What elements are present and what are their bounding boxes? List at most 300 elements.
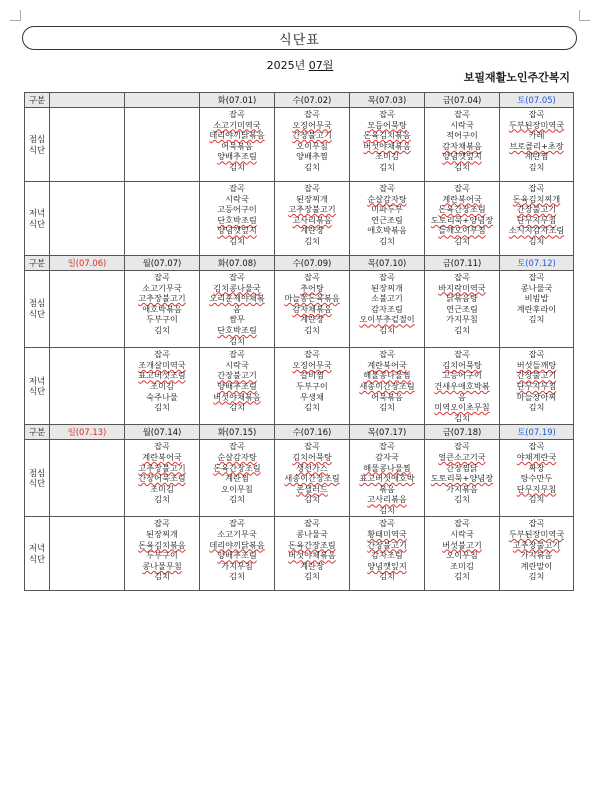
menu-item: 김치 <box>154 571 170 582</box>
menu-item: 계란북어국 <box>442 193 482 204</box>
menu-item: 잡곡 <box>304 518 320 529</box>
page-title <box>22 26 577 50</box>
menu-table <box>24 92 574 591</box>
menu-item: 해물콩나물찜 <box>363 370 411 381</box>
menu-item: 김치 <box>379 235 395 246</box>
row-label-text: 저녁 <box>28 543 46 554</box>
menu-item: 음 <box>233 303 241 314</box>
day-header: 일(07.13) <box>50 425 125 440</box>
menu-item: 어묵볶음 <box>221 140 253 151</box>
day-header <box>50 93 125 108</box>
menu-item: 가지볶음 <box>446 483 478 494</box>
menu-item: 버섯불고기 <box>442 539 482 550</box>
menu-cell <box>500 348 574 425</box>
menu-item: 고추장불고기 <box>138 462 186 473</box>
lunch-label <box>25 108 50 182</box>
menu-cell <box>50 108 125 182</box>
menu-item: 새송이간장조림 <box>284 473 340 484</box>
menu-item: 소불고기 <box>371 293 403 304</box>
menu-cell <box>50 440 125 517</box>
menu-item: 고등어구이 <box>442 370 482 381</box>
menu-item: 두부된장미역국 <box>508 119 565 130</box>
menu-item: 잡곡 <box>154 349 170 360</box>
menu-item: 고사리볶음 <box>367 494 407 505</box>
menu-item: 볶음 <box>379 483 395 494</box>
menu-item: 카레 <box>528 130 545 141</box>
menu-cell <box>500 440 574 517</box>
menu-cell <box>275 517 350 591</box>
menu-item: 양배추조림 <box>217 380 257 391</box>
menu-item: 시락국 <box>450 119 474 130</box>
day-header: 화(07.15) <box>200 425 275 440</box>
menu-item: 애호박볶음 <box>142 303 182 314</box>
menu-item: 마늘쫑돈육볶음 <box>284 293 340 304</box>
menu-item: 콩나물무침 <box>142 560 182 571</box>
menu-item: 양배추찜 <box>296 151 328 162</box>
menu-cell <box>50 271 125 348</box>
menu-item: 버섯야채볶음 <box>288 550 336 561</box>
menu-item: 감자채볶음 <box>442 140 482 151</box>
menu-item: 새송이간장조림 <box>359 380 415 391</box>
menu-item: 추어탕 <box>300 282 324 293</box>
menu-item: 김치 <box>154 402 170 413</box>
menu-item: 잡곡 <box>304 349 320 360</box>
menu-item: 김치 <box>304 324 320 335</box>
menu-item: 잡곡 <box>304 441 320 452</box>
menu-item: 잡곡 <box>528 183 545 193</box>
menu-item: 오징어무국 <box>292 359 332 370</box>
row-label-text: 저녁 <box>28 207 46 218</box>
row-label-text: 식단 <box>28 309 46 320</box>
title-text: 식단표 <box>279 32 320 48</box>
menu-item: 연근조림 <box>371 214 403 225</box>
row-label-text: 점심 <box>28 133 46 144</box>
menu-item: 잡곡 <box>229 349 245 360</box>
menu-item: 계란말이 <box>520 560 553 571</box>
menu-item: 단호박조림 <box>217 324 257 335</box>
menu-item: 잡곡 <box>528 272 545 282</box>
menu-item: 건새우애호박볶 <box>434 380 490 391</box>
week-header-row <box>25 425 574 440</box>
menu-item: 단호박조림 <box>217 214 257 225</box>
menu-item: 콩나물국 <box>520 282 553 293</box>
menu-item: 돈육간장조림 <box>438 204 486 215</box>
menu-item: 소시지감자조림 <box>508 225 565 236</box>
menu-item: 돈육간장조림 <box>213 462 261 473</box>
menu-item: 오리훈제야채볶 <box>209 293 265 304</box>
menu-item: 김치 <box>229 235 245 246</box>
menu-item: 도토리묵+양념장 <box>430 473 494 484</box>
menu-cell <box>350 348 425 425</box>
menu-item: 잡곡 <box>379 518 395 529</box>
menu-item: 계란장 <box>300 560 324 571</box>
menu-cell <box>425 108 500 182</box>
menu-item: 시락국 <box>225 193 249 204</box>
menu-cell <box>200 517 275 591</box>
row-label-text: 점심 <box>28 298 46 309</box>
menu-item: 오이부추겉절이 <box>359 314 415 325</box>
menu-item: 야채계란국 <box>516 451 557 462</box>
menu-item: 음 <box>458 391 466 402</box>
menu-item: 김치 <box>528 571 545 582</box>
menu-item: 쌈무 <box>229 314 245 325</box>
menu-item: 양배추조림 <box>217 151 257 162</box>
menu-item: 애호박볶음 <box>367 225 407 236</box>
menu-item: 김치 <box>379 571 395 582</box>
menu-item: 김치 <box>229 494 245 505</box>
menu-item: 잡곡 <box>229 183 245 193</box>
menu-item: 생선가스 <box>296 462 328 473</box>
menu-item: 조미김 <box>150 483 174 494</box>
menu-cell <box>200 348 275 425</box>
day-header: 월(07.07) <box>125 256 200 271</box>
day-header: 토(07.12) <box>500 256 574 271</box>
menu-item: 김치 <box>454 235 470 246</box>
menu-item: 바지락미역국 <box>438 282 486 293</box>
menu-cell <box>350 271 425 348</box>
menu-cell <box>125 182 200 256</box>
menu-item: 계란찜 <box>225 473 249 484</box>
menu-item: 적어구이 <box>446 130 478 141</box>
menu-item: 김치 <box>229 571 245 582</box>
menu-item: 들깨오이무침 <box>438 225 486 236</box>
menu-item: 짜장 <box>528 462 545 473</box>
row-label-text: 식단 <box>28 218 46 229</box>
menu-item: 잡곡 <box>304 109 320 119</box>
menu-item: 닭볶음탕 <box>446 293 478 304</box>
row-label-text: 식단 <box>28 386 46 397</box>
menu-cell <box>425 182 500 256</box>
menu-item: 두부된장미역국 <box>508 529 565 540</box>
menu-cell <box>350 440 425 517</box>
menu-item: 양념깻잎지 <box>367 560 407 571</box>
menu-cell <box>425 517 500 591</box>
corner-mark-right <box>579 10 590 21</box>
menu-item: 잡곡 <box>528 349 545 360</box>
menu-item: 간장불고기 <box>367 539 407 550</box>
day-header: 월(07.14) <box>125 425 200 440</box>
day-header: 화(07.08) <box>200 256 275 271</box>
menu-cell <box>125 108 200 182</box>
menu-item: 잡곡 <box>154 518 170 529</box>
menu-item: 된장찌개 <box>371 282 403 293</box>
day-header: 일(07.06) <box>50 256 125 271</box>
menu-item: 김치 <box>454 571 470 582</box>
menu-item: 표고버섯애호박 <box>359 473 415 484</box>
day-header: 금(07.11) <box>425 256 500 271</box>
menu-item: 무생채 <box>300 391 324 402</box>
day-header: 수(07.16) <box>275 425 350 440</box>
menu-cell <box>425 348 500 425</box>
menu-item: 돈육김치찌개 <box>512 193 561 204</box>
day-header: 금(07.04) <box>425 93 500 108</box>
menu-item: 비빔밥 <box>524 293 549 304</box>
menu-item: 두부구이 <box>146 314 178 325</box>
menu-item: 콩나물국 <box>296 529 328 540</box>
menu-item: 오징어무국 <box>292 119 332 130</box>
menu-item: 고등어구이 <box>217 204 257 215</box>
menu-item: 김치콩나물국 <box>213 282 261 293</box>
menu-cell <box>125 348 200 425</box>
menu-item: 된장찌개 <box>296 193 328 204</box>
menu-item: 갈비찜 <box>300 370 324 381</box>
menu-item: 오이무침 <box>221 483 253 494</box>
menu-item: 간장불고기 <box>516 370 557 381</box>
menu-item: 김치 <box>229 402 245 413</box>
menu-item: 잡곡 <box>454 183 470 193</box>
menu-item: 계란찜 <box>524 151 549 162</box>
day-header: 화(07.01) <box>200 93 275 108</box>
menu-item: 양념깻잎지 <box>442 151 482 162</box>
menu-item: 조미김 <box>150 380 174 391</box>
menu-item: 김치어묵탕 <box>292 451 332 462</box>
menu-item: 김치 <box>304 571 320 582</box>
menu-item: 계란북어국 <box>367 359 407 370</box>
menu-item: 순살감자탕 <box>217 451 257 462</box>
menu-item: 잡곡 <box>304 272 320 282</box>
menu-item: 김치 <box>379 324 395 335</box>
menu-item: 잡곡 <box>229 272 245 282</box>
header-label: 구분 <box>25 93 50 108</box>
row-label-text: 저녁 <box>28 375 46 386</box>
menu-item: 시락국 <box>225 359 249 370</box>
dinner-row <box>25 182 574 256</box>
menu-item: 가지볶음 <box>520 550 553 561</box>
menu-item: 고추장불고기 <box>512 539 561 550</box>
menu-item: 잡곡 <box>304 183 320 193</box>
day-header: 금(07.18) <box>425 425 500 440</box>
menu-item: 단무지무침 <box>516 380 557 391</box>
menu-item: 돈육김치볶음 <box>363 130 411 141</box>
lunch-label <box>25 271 50 348</box>
row-label-text: 식단 <box>28 478 46 489</box>
menu-cell <box>275 440 350 517</box>
menu-item: 감자채볶음 <box>292 303 332 314</box>
menu-cell <box>500 517 574 591</box>
menu-item: 김치 <box>528 235 545 246</box>
dinner-label <box>25 348 50 425</box>
header-label: 구분 <box>25 256 50 271</box>
menu-cell <box>425 271 500 348</box>
day-header: 목(07.03) <box>350 93 425 108</box>
menu-item: 잡곡 <box>379 441 395 452</box>
menu-cell <box>125 440 200 517</box>
menu-item: 김치 <box>454 494 470 505</box>
menu-item: 소고기미역국 <box>213 119 261 130</box>
menu-item: 가지무침 <box>221 560 253 571</box>
menu-item: 오이무침 <box>446 550 478 561</box>
menu-item: 김치 <box>528 494 545 505</box>
menu-item: 김치 <box>528 314 545 325</box>
menu-item: 계란장 <box>300 225 324 236</box>
menu-item: 잡곡 <box>528 518 545 529</box>
lunch-row <box>25 271 574 348</box>
menu-item: 조미김 <box>450 560 474 571</box>
menu-item: 숙주나물 <box>146 391 178 402</box>
menu-cell <box>500 182 574 256</box>
menu-cell <box>50 517 125 591</box>
day-header: 수(07.09) <box>275 256 350 271</box>
menu-item: 감자조림 <box>371 550 403 561</box>
menu-item: 김치 <box>229 161 245 172</box>
row-label-text: 점심 <box>28 467 46 478</box>
menu-item: 돈육김치볶음 <box>138 539 186 550</box>
menu-item: 고추장불고기 <box>288 204 336 215</box>
menu-item: 시락국 <box>450 529 474 540</box>
menu-item: 표고버섯조림 <box>138 370 186 381</box>
menu-cell <box>200 182 275 256</box>
lunch-row <box>25 108 574 182</box>
row-label-text: 식단 <box>28 553 46 564</box>
menu-item: 잡곡 <box>454 349 470 360</box>
menu-item: 두부구이 <box>296 380 328 391</box>
menu-item: 계란장 <box>300 314 324 325</box>
menu-cell <box>500 271 574 348</box>
month-text: 07월 <box>308 59 334 72</box>
day-header: 토(07.05) <box>500 93 574 108</box>
menu-item: 잡곡 <box>229 109 245 119</box>
menu-item: 잡곡 <box>379 272 395 282</box>
row-label-text: 식단 <box>28 144 46 155</box>
menu-cell <box>200 108 275 182</box>
lunch-row <box>25 440 574 517</box>
menu-item: 두부구이 <box>146 550 178 561</box>
menu-item: 계란후라이 <box>516 303 557 314</box>
menu-item: 간장불고기 <box>516 204 557 215</box>
menu-cell <box>350 182 425 256</box>
organization-name: 보필재활노인주간복지 <box>463 71 570 84</box>
menu-item: 김치 <box>304 494 320 505</box>
menu-cell <box>425 440 500 517</box>
menu-item: 잡곡 <box>379 349 395 360</box>
menu-item: 양념깻잎지 <box>217 225 257 236</box>
menu-item: 김치 <box>154 494 170 505</box>
week-header-row <box>25 256 574 271</box>
menu-item: 데리야끼닭볶음 <box>209 539 265 550</box>
day-header: 목(07.10) <box>350 256 425 271</box>
menu-item: 김치 <box>379 161 395 172</box>
menu-item: 김치 <box>154 324 170 335</box>
menu-cell <box>275 108 350 182</box>
menu-item: 어묵볶음 <box>371 391 403 402</box>
menu-item: 간장불고기 <box>292 130 332 141</box>
menu-item: 황태미역국 <box>367 529 407 540</box>
menu-item: 잡곡 <box>154 272 170 282</box>
menu-cell <box>275 348 350 425</box>
menu-cell <box>200 271 275 348</box>
menu-cell <box>275 271 350 348</box>
menu-item: 잡곡 <box>379 183 395 193</box>
menu-cell <box>200 440 275 517</box>
menu-item: 브로콜리+초장 <box>509 140 564 151</box>
menu-item: 김치 <box>229 335 245 346</box>
menu-item: 돈육간장조림 <box>288 539 336 550</box>
menu-item: 잡곡 <box>454 441 470 452</box>
year-text: 2025년 <box>266 59 306 72</box>
menu-item: 마늘장아찌 <box>516 391 557 402</box>
menu-item: 잡곡 <box>528 109 545 119</box>
menu-item: 감자조림 <box>371 303 403 314</box>
menu-item: 콘샐러드 <box>296 483 328 494</box>
menu-item: 해물콩나물찜 <box>363 462 411 473</box>
menu-item: 된장찌개 <box>146 529 178 540</box>
lunch-label <box>25 440 50 517</box>
menu-item: 간장어묵조림 <box>138 473 186 484</box>
menu-item: 조미김 <box>375 151 399 162</box>
menu-item: 간장찜닭 <box>446 462 478 473</box>
menu-item: 미역오이초무침 <box>434 402 490 413</box>
menu-item: 잡곡 <box>454 518 470 529</box>
menu-item: 김치 <box>454 161 470 172</box>
menu-item: 김치 <box>304 161 320 172</box>
week-header-row <box>25 93 574 108</box>
menu-item: 소고기무국 <box>217 529 257 540</box>
menu-item: 잡곡 <box>154 441 170 452</box>
menu-cell <box>125 517 200 591</box>
menu-item: 연근조림 <box>446 303 478 314</box>
menu-item: 얼큰소고기국 <box>438 451 486 462</box>
menu-item: 잡곡 <box>379 109 395 119</box>
menu-item: 김치 <box>528 161 545 172</box>
menu-item: 버섯야채볶음 <box>213 391 261 402</box>
menu-item: 순살감자탕 <box>367 193 407 204</box>
menu-item: 감자국 <box>375 451 399 462</box>
dinner-label <box>25 517 50 591</box>
day-header: 토(07.19) <box>500 425 574 440</box>
menu-cell <box>500 108 574 182</box>
menu-item: 잡곡 <box>454 272 470 282</box>
dinner-row <box>25 348 574 425</box>
menu-item: 김치 <box>454 324 470 335</box>
menu-item: 미파두부 <box>371 204 403 215</box>
menu-cell <box>125 271 200 348</box>
menu-item: 모듬어묵탕 <box>367 119 407 130</box>
menu-item: 잡곡 <box>528 441 545 452</box>
menu-item: 잡곡 <box>229 441 245 452</box>
day-header <box>125 93 200 108</box>
menu-item: 김치 <box>304 235 320 246</box>
menu-cell <box>350 517 425 591</box>
menu-item: 간장불고기 <box>217 370 257 381</box>
menu-item: 탕수만두 <box>520 473 553 484</box>
menu-item: 소고기무국 <box>142 282 182 293</box>
menu-item: 김치 <box>304 402 320 413</box>
menu-item: 버섯들깨탕 <box>516 359 557 370</box>
header-label: 구분 <box>25 425 50 440</box>
menu-item: 단무지무침 <box>516 483 557 494</box>
menu-cell <box>50 348 125 425</box>
menu-item: 데리야끼닭볶음 <box>209 130 265 141</box>
menu-item: 고추장불고기 <box>138 293 186 304</box>
menu-item: 도토리묵+양념장 <box>430 214 494 225</box>
menu-cell <box>350 108 425 182</box>
day-header: 목(07.17) <box>350 425 425 440</box>
menu-item: 오이무침 <box>296 140 328 151</box>
menu-item: 양배추조림 <box>217 550 257 561</box>
menu-item: 잡곡 <box>454 109 470 119</box>
menu-item: 김치 <box>454 412 470 423</box>
dinner-row <box>25 517 574 591</box>
menu-item: 김치어묵탕 <box>442 359 482 370</box>
menu-item: 고사리볶음 <box>292 214 332 225</box>
menu-item: 잡곡 <box>229 518 245 529</box>
menu-item: 조개살미역국 <box>138 359 186 370</box>
menu-item: 단무지무침 <box>516 214 557 225</box>
menu-item: 김치 <box>379 402 395 413</box>
corner-mark-left <box>10 10 21 21</box>
menu-cell <box>275 182 350 256</box>
day-header: 수(07.02) <box>275 93 350 108</box>
